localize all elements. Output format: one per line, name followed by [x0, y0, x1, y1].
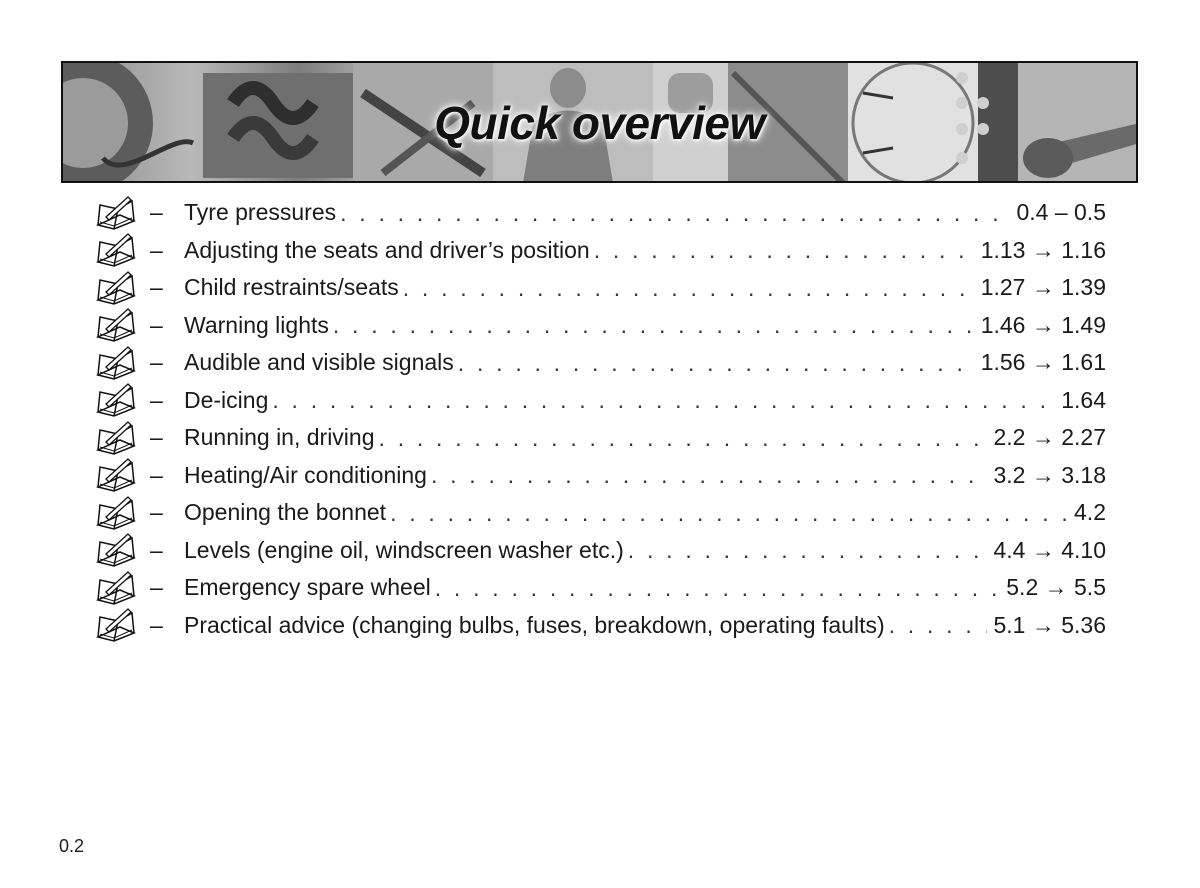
page-title: Quick overview — [434, 97, 765, 149]
list-item — [96, 569, 1106, 607]
bullet-dash: – — [150, 274, 163, 301]
page-reference: 1.27 → 1.39 — [980, 274, 1106, 301]
dot-leader — [889, 611, 988, 639]
book-pencil-icon — [96, 570, 136, 606]
page-reference: 1.46 → 1.49 — [980, 311, 1106, 338]
list-item — [96, 607, 1106, 645]
entry-label: Adjusting the seats and driver’s position — [184, 236, 590, 263]
list-item — [96, 494, 1106, 532]
bullet-dash: – — [150, 499, 163, 526]
list-item — [96, 532, 1106, 570]
entry-label: Heating/Air conditioning — [184, 461, 427, 488]
page-reference: 0.4 – 0.5 — [1016, 199, 1106, 226]
dot-leader — [340, 199, 1010, 227]
list-item — [96, 344, 1106, 382]
dot-leader — [379, 424, 988, 452]
dot-leader — [272, 386, 1055, 414]
bullet-dash: – — [150, 461, 163, 488]
book-pencil-icon — [96, 270, 136, 306]
dot-leader — [435, 574, 1001, 602]
entry-label: Audible and visible signals — [184, 349, 454, 376]
dot-leader — [458, 349, 975, 377]
entry-label: Opening the bonnet — [184, 499, 387, 526]
bullet-dash: – — [150, 536, 163, 563]
page-number: 0.2 — [59, 836, 85, 856]
bullet-dash: – — [150, 311, 163, 338]
entry-label: De-icing — [184, 386, 269, 413]
dot-leader — [390, 499, 1068, 527]
book-pencil-icon — [96, 195, 136, 231]
contents-list — [96, 194, 1106, 644]
book-pencil-icon — [96, 307, 136, 343]
page-reference: 3.2 → 3.18 — [993, 461, 1106, 488]
entry-label: Practical advice (changing bulbs, fuses, breakdown, operating faults) — [184, 611, 885, 638]
book-pencil-icon — [96, 382, 136, 418]
bullet-dash: – — [150, 349, 163, 376]
dot-leader — [333, 311, 975, 339]
list-item — [96, 419, 1106, 457]
list-item — [96, 457, 1106, 495]
bullet-dash: – — [150, 424, 163, 451]
page-reference: 1.56 → 1.61 — [980, 349, 1106, 376]
page-reference: 2.2 → 2.27 — [993, 424, 1106, 451]
list-item — [96, 307, 1106, 345]
dot-leader — [403, 274, 975, 302]
book-pencil-icon — [96, 532, 136, 568]
list-item — [96, 269, 1106, 307]
page-reference: 5.2 → 5.5 — [1006, 574, 1106, 601]
bullet-dash: – — [150, 386, 163, 413]
dot-leader — [628, 536, 988, 564]
dot-leader — [594, 236, 975, 264]
book-pencil-icon — [96, 420, 136, 456]
page-reference: 1.64 — [1061, 386, 1106, 413]
header-banner — [61, 61, 1138, 183]
entry-label: Emergency spare wheel — [184, 574, 431, 601]
list-item — [96, 382, 1106, 420]
book-pencil-icon — [96, 345, 136, 381]
page-reference: 4.2 — [1074, 499, 1106, 526]
entry-label: Levels (engine oil, windscreen washer etc.) — [184, 536, 624, 563]
bullet-dash: – — [150, 236, 163, 263]
book-pencil-icon — [96, 457, 136, 493]
dot-leader — [431, 461, 988, 489]
bullet-dash: – — [150, 611, 163, 638]
book-pencil-icon — [96, 607, 136, 643]
page-reference: 4.4 → 4.10 — [993, 536, 1106, 563]
list-item — [96, 194, 1106, 232]
bullet-dash: – — [150, 199, 163, 226]
book-pencil-icon — [96, 232, 136, 268]
entry-label: Child restraints/seats — [184, 274, 399, 301]
page-reference: 5.1 → 5.36 — [993, 611, 1106, 638]
bullet-dash: – — [150, 574, 163, 601]
page-reference: 1.13 → 1.16 — [980, 236, 1106, 263]
entry-label: Warning lights — [184, 311, 329, 338]
entry-label: Running in, driving — [184, 424, 375, 451]
entry-label: Tyre pressures — [184, 199, 337, 226]
book-pencil-icon — [96, 495, 136, 531]
list-item — [96, 232, 1106, 270]
